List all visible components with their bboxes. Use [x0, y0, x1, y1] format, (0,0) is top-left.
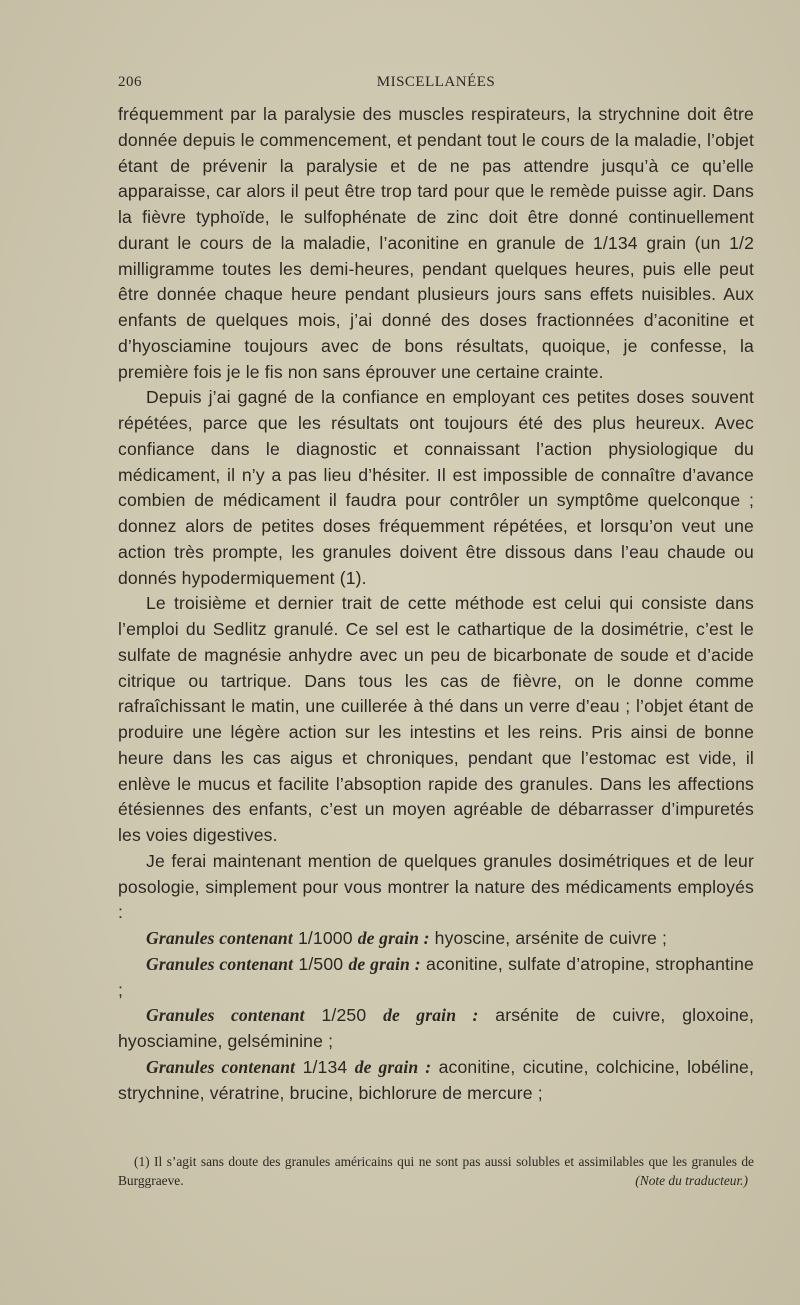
item-rest: aconitine, sulfate d’atropine, strophantine ; — [118, 953, 754, 1000]
paragraph-3: Le troisième et dernier trait de cette méthode est celui qui consiste dans l’emploi du Sedlitz granulé. Ce sel est le cathartique de la dosimétrie, c’est le sulfate de magnésie anhydre avec un peu de bicarbonate de soude et d’acide citrique ou tartrique. Dans tous les cas de fièvre, on le donne comme rafraîchissant le matin, une cuillerée à thé dans un verre d’eau ; l’objet étant de produire une légère action sur les intestins et les reins. Pris ainsi de bonne heure dans les cas aigus et chroniques, pendant que l’estomac est vide, il enlève le mucus et facilite l’absoption rapide des granules. Dans les affections étésiennes des enfants, c’est un moyen agréable de débarrasser d’impuretés les voies digestives. — [118, 593, 754, 845]
translator-note: (Note du traducteur.) — [635, 1173, 748, 1188]
item-rest: aconitine, cicutine, colchicine, lobéline, strychnine, vératrine, brucine, bichlorure de mercure ; — [118, 1056, 755, 1103]
item-lead: Granules contenant — [146, 953, 294, 974]
item-lead: Granules contenant — [146, 1005, 305, 1026]
item-dose: 1/250 — [321, 1005, 367, 1026]
item-unit: de grain : — [348, 953, 421, 974]
item-dose: 1/134 — [302, 1056, 348, 1077]
item-unit: de grain : — [357, 928, 430, 948]
item-dose: 1/1000 — [297, 928, 353, 948]
running-title: MISCELLANÉES — [376, 74, 496, 90]
paragraph-2: Depuis j’ai gagné de la confiance en employant ces petites doses souvent répétées, parce que les résultats ont toujours été des plus heureux. Avec confiance dans le diagnostic et connaissant l’action physiologique du médicament, il n’y a pas lieu d’hésiter. Il est impossible de connaître d’avance combien de médicament il faudra pour contrôler un symptôme quelconque ; donnez alors de petites doses fréquemment répétées, et lorsqu’on veut une action très prompte, les granules doivent être dissous dans l’eau chaude ou donnés hypodermiquement (1). — [118, 387, 754, 588]
footnote — [118, 1152, 754, 1190]
item-unit: de grain : — [383, 1005, 479, 1026]
footnote-body: (1) Il s’agit sans doute des granules américains qui ne sont pas aussi solubles et assimilables que les granules de Burggraeve. — [118, 1154, 754, 1188]
running-header — [118, 74, 754, 94]
footnote-text — [118, 1152, 754, 1190]
item-rest: hyoscine, arsénite de cuivre ; — [434, 928, 668, 948]
item-dose: 1/500 — [298, 953, 344, 974]
granule-item-1000 — [118, 926, 754, 952]
granule-item-134 — [118, 1055, 754, 1107]
paragraph-4: Je ferai maintenant mention de quelques granules dosimétriques et de leur posologie, simplement pour vous montrer la nature des médicaments employés : — [118, 850, 754, 923]
page-number: 206 — [118, 74, 142, 90]
granule-item-500 — [118, 952, 754, 1004]
item-rest: arsénite de cuivre, gloxoine, hyosciamine, gelséminine ; — [118, 1005, 755, 1051]
body-text — [118, 102, 754, 1106]
item-lead: Granules contenant — [146, 928, 293, 948]
item-lead: Granules contenant — [146, 1056, 296, 1077]
granule-item-250 — [118, 1003, 754, 1055]
item-unit: de grain : — [354, 1056, 432, 1077]
paragraph-1: fréquemment par la paralysie des muscles respirateurs, la strychnine doit être donnée depuis le commencement, et pendant tout le cours de la maladie, l’objet étant de prévenir la paralysie et de ne pas attendre jusqu’à ce qu’elle apparaisse, car alors il peut être trop tard pour que le remède puisse agir. Dans la fièvre typhoïde, le sulfophénate de zinc doit être donné continuellement durant le cours de la maladie, l’aconitine en granule de 1/134 grain (un 1/2 milligramme toutes les demi-heures, pendant quelques heures, puis elle peut être donnée chaque heure pendant plusieurs jours sans effets nuisibles. Aux enfants de quelques mois, j’ai donné des doses fractionnées d’aconitine et d’hyosciamine toujours avec de bons résultats, quoique, je confesse, la première fois je le fis non sans éprouver une certaine crainte. — [118, 104, 754, 382]
